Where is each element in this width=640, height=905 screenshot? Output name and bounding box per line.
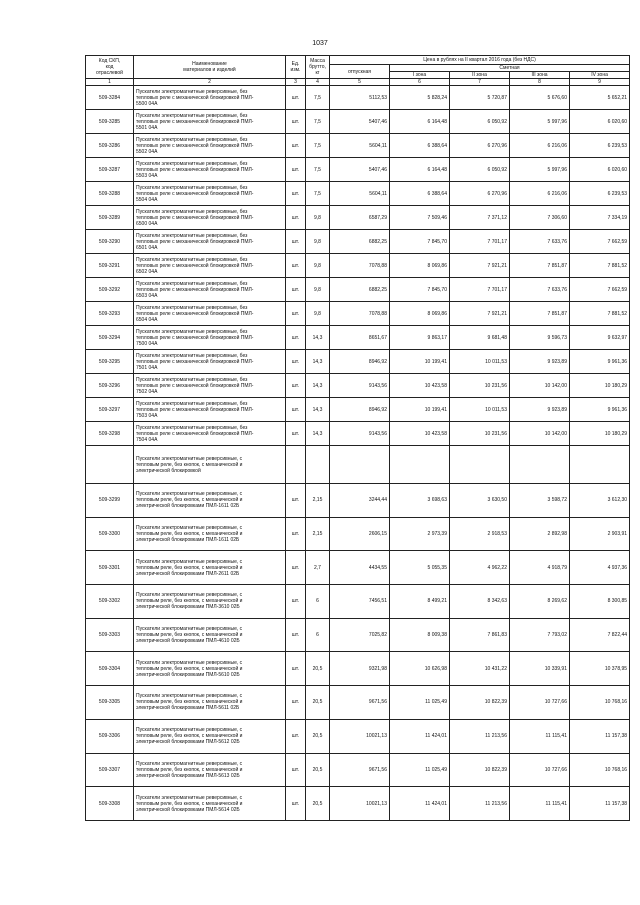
column-number: 2 — [134, 79, 286, 86]
cell-unit: шт. — [286, 182, 306, 206]
cell-name: Пускатели электромагнитные реверсивные, без тепловых реле с механической блокировкой ПМЛ- 5501 04А — [134, 110, 286, 134]
cell-zone4-price: 8 300,85 — [570, 585, 630, 619]
table-row — [86, 719, 630, 753]
cell-zone3-price — [510, 446, 570, 484]
table-row — [86, 517, 630, 551]
cell-unit: шт. — [286, 374, 306, 398]
cell-zone4-price: 4 937,36 — [570, 551, 630, 585]
cell-mass: 7,5 — [306, 158, 330, 182]
cell-zone4-price: 10 180,29 — [570, 422, 630, 446]
cell-zone3-price: 7 306,60 — [510, 206, 570, 230]
cell-zone2-price: 10 822,39 — [450, 686, 510, 720]
header-name: Наименование материалов и изделий — [134, 56, 286, 79]
cell-zone3-price: 5 676,60 — [510, 86, 570, 110]
cell-mass: 9,8 — [306, 302, 330, 326]
cell-release-price: 6882,25 — [330, 230, 390, 254]
cell-release-price: 2606,15 — [330, 517, 390, 551]
cell-zone1-price: 11 025,49 — [390, 753, 450, 787]
cell-release-price: 9143,56 — [330, 422, 390, 446]
cell-code: 509-3297 — [86, 398, 134, 422]
cell-unit: шт. — [286, 230, 306, 254]
cell-release-price — [330, 446, 390, 484]
cell-zone3-price: 2 892,98 — [510, 517, 570, 551]
cell-zone1-price: 8 499,21 — [390, 585, 450, 619]
cell-mass: 9,8 — [306, 278, 330, 302]
cell-unit: шт. — [286, 302, 306, 326]
cell-zone1-price: 10 423,58 — [390, 422, 450, 446]
table-row — [86, 326, 630, 350]
cell-release-price: 5604,11 — [330, 134, 390, 158]
cell-mass: 20,5 — [306, 686, 330, 720]
table-row — [86, 484, 630, 518]
cell-code: 509-3305 — [86, 686, 134, 720]
cell-mass: 20,5 — [306, 787, 330, 821]
column-number: 7 — [450, 79, 510, 86]
column-number: 1 — [86, 79, 134, 86]
table-row — [86, 422, 630, 446]
cell-release-price: 4434,55 — [330, 551, 390, 585]
cell-code: 509-3298 — [86, 422, 134, 446]
cell-code: 509-3306 — [86, 719, 134, 753]
cell-zone1-price: 6 388,64 — [390, 134, 450, 158]
cell-zone2-price: 7 861,83 — [450, 618, 510, 652]
cell-name: Пускатели электромагнитные реверсивные, без тепловых реле с механической блокировкой ПМЛ- 5502 04А — [134, 134, 286, 158]
cell-zone2-price: 10 011,53 — [450, 398, 510, 422]
cell-name: Пускатели электромагнитные реверсивные, без тепловых реле с механической блокировкой ПМЛ- 7501 04А — [134, 350, 286, 374]
cell-mass — [306, 446, 330, 484]
table-row — [86, 158, 630, 182]
cell-unit: шт. — [286, 551, 306, 585]
cell-release-price: 9143,56 — [330, 374, 390, 398]
table-row — [86, 302, 630, 326]
cell-release-price: 10021,13 — [330, 787, 390, 821]
cell-zone2-price: 6 050,92 — [450, 110, 510, 134]
cell-name: Пускатели электромагнитные реверсивные, с тепловым реле, без кнопок, с механической и электрической блокировками ПМЛ-4610 02Б — [134, 618, 286, 652]
cell-mass: 2,15 — [306, 484, 330, 518]
cell-name: Пускатели электромагнитные реверсивные, с тепловым реле, без кнопок, с механической и электрической блокировками ПМЛ-1611 02Б — [134, 484, 286, 518]
cell-release-price: 7456,51 — [330, 585, 390, 619]
cell-code: 509-3308 — [86, 787, 134, 821]
table-row — [86, 110, 630, 134]
cell-unit: шт. — [286, 787, 306, 821]
cell-zone3-price: 9 923,89 — [510, 398, 570, 422]
cell-zone2-price: 7 921,21 — [450, 254, 510, 278]
table-row — [86, 254, 630, 278]
cell-zone3-price: 5 997,96 — [510, 158, 570, 182]
cell-zone4-price: 9 632,97 — [570, 326, 630, 350]
cell-code: 509-3294 — [86, 326, 134, 350]
header-estimate: Сметная — [390, 65, 630, 72]
cell-zone3-price: 7 851,87 — [510, 302, 570, 326]
cell-zone3-price: 9 596,73 — [510, 326, 570, 350]
cell-zone4-price: 10 768,16 — [570, 753, 630, 787]
cell-code: 509-3303 — [86, 618, 134, 652]
cell-release-price: 9671,56 — [330, 686, 390, 720]
table-row — [86, 134, 630, 158]
cell-name: Пускатели электромагнитные реверсивные, без тепловых реле с механической блокировкой ПМЛ- 6500 04А — [134, 206, 286, 230]
cell-name: Пускатели электромагнитные реверсивные, с тепловым реле, без кнопок, с механической и электрической блокировками ПМЛ-5613 02Б — [134, 753, 286, 787]
column-number: 3 — [286, 79, 306, 86]
cell-unit: шт. — [286, 422, 306, 446]
table-row — [86, 686, 630, 720]
cell-zone4-price: 5 652,21 — [570, 86, 630, 110]
cell-name: Пускатели электромагнитные реверсивные, с тепловым реле, без кнопок, с механической и электрической блокировками ПМЛ-3610 02Б — [134, 585, 286, 619]
table-row — [86, 398, 630, 422]
cell-mass: 6 — [306, 585, 330, 619]
cell-zone2-price: 6 050,92 — [450, 158, 510, 182]
cell-zone3-price: 10 339,91 — [510, 652, 570, 686]
cell-zone4-price: 7 822,44 — [570, 618, 630, 652]
cell-name: Пускатели электромагнитные реверсивные, без тепловых реле с механической блокировкой ПМЛ- 7504 04А — [134, 422, 286, 446]
cell-name: Пускатели электромагнитные реверсивные, без тепловых реле с механической блокировкой ПМЛ- 7500 04А — [134, 326, 286, 350]
cell-zone1-price: 10 423,58 — [390, 374, 450, 398]
header-zone4: IV зона — [570, 72, 630, 79]
cell-zone2-price: 4 962,22 — [450, 551, 510, 585]
cell-zone2-price: 6 270,96 — [450, 134, 510, 158]
column-number: 6 — [390, 79, 450, 86]
cell-zone4-price: 7 881,52 — [570, 302, 630, 326]
cell-code: 509-3307 — [86, 753, 134, 787]
cell-code: 509-3300 — [86, 517, 134, 551]
cell-code: 509-3286 — [86, 134, 134, 158]
cell-code: 509-3292 — [86, 278, 134, 302]
cell-zone2-price: 10 431,22 — [450, 652, 510, 686]
cell-unit: шт. — [286, 206, 306, 230]
cell-mass: 20,5 — [306, 652, 330, 686]
cell-zone1-price: 6 164,48 — [390, 158, 450, 182]
cell-release-price: 10021,13 — [330, 719, 390, 753]
cell-zone3-price: 8 269,62 — [510, 585, 570, 619]
cell-code: 509-3302 — [86, 585, 134, 619]
cell-zone2-price: 7 701,17 — [450, 230, 510, 254]
header-zone1: I зона — [390, 72, 450, 79]
cell-mass: 9,8 — [306, 254, 330, 278]
cell-unit: шт. — [286, 652, 306, 686]
cell-zone1-price: 11 424,01 — [390, 787, 450, 821]
cell-unit: шт. — [286, 278, 306, 302]
cell-mass: 7,5 — [306, 110, 330, 134]
cell-zone1-price: 9 863,17 — [390, 326, 450, 350]
table-row — [86, 618, 630, 652]
cell-release-price: 6587,29 — [330, 206, 390, 230]
cell-release-price: 9321,98 — [330, 652, 390, 686]
cell-zone2-price: 11 213,56 — [450, 719, 510, 753]
table-row — [86, 787, 630, 821]
cell-zone3-price: 6 216,06 — [510, 134, 570, 158]
column-number: 5 — [330, 79, 390, 86]
cell-zone3-price: 6 216,06 — [510, 182, 570, 206]
table-row — [86, 206, 630, 230]
cell-mass: 6 — [306, 618, 330, 652]
cell-unit: шт. — [286, 110, 306, 134]
cell-zone1-price: 6 164,48 — [390, 110, 450, 134]
cell-zone2-price: 10 011,53 — [450, 350, 510, 374]
cell-code: 509-3290 — [86, 230, 134, 254]
cell-unit: шт. — [286, 484, 306, 518]
cell-zone4-price: 6 020,60 — [570, 158, 630, 182]
cell-mass: 14,3 — [306, 422, 330, 446]
price-table — [85, 55, 630, 821]
cell-zone1-price: 5 828,24 — [390, 86, 450, 110]
cell-mass: 14,3 — [306, 398, 330, 422]
cell-zone2-price — [450, 446, 510, 484]
cell-code: 509-3284 — [86, 86, 134, 110]
cell-code: 509-3293 — [86, 302, 134, 326]
cell-zone4-price: 11 157,38 — [570, 719, 630, 753]
cell-zone1-price: 8 069,86 — [390, 254, 450, 278]
header-code: Код СКП, код отраслевой — [86, 56, 134, 79]
cell-zone3-price: 11 115,41 — [510, 787, 570, 821]
cell-code: 509-3304 — [86, 652, 134, 686]
page-number: 1037 — [312, 40, 328, 47]
table-row — [86, 86, 630, 110]
cell-zone1-price: 7 509,46 — [390, 206, 450, 230]
cell-release-price: 3244,44 — [330, 484, 390, 518]
cell-name: Пускатели электромагнитные реверсивные, без тепловых реле с механической блокировкой ПМЛ- 5503 04А — [134, 158, 286, 182]
cell-zone2-price: 10 231,56 — [450, 374, 510, 398]
cell-zone4-price: 3 612,30 — [570, 484, 630, 518]
cell-zone1-price: 10 626,98 — [390, 652, 450, 686]
column-number: 8 — [510, 79, 570, 86]
cell-unit: шт. — [286, 158, 306, 182]
cell-zone2-price: 9 681,48 — [450, 326, 510, 350]
cell-zone1-price: 7 845,70 — [390, 230, 450, 254]
cell-mass: 9,8 — [306, 230, 330, 254]
cell-code: 509-3291 — [86, 254, 134, 278]
cell-name: Пускатели электромагнитные реверсивные, с тепловым реле, без кнопок, с механической и электрической блокировками ПМЛ-5614 02Б — [134, 787, 286, 821]
table-row — [86, 374, 630, 398]
table-body — [86, 86, 630, 821]
cell-name: Пускатели электромагнитные реверсивные, без тепловых реле с механической блокировкой ПМЛ- 6503 04А — [134, 278, 286, 302]
cell-unit: шт. — [286, 326, 306, 350]
cell-name: Пускатели электромагнитные реверсивные, без тепловых реле с механической блокировкой ПМЛ- 5500 04А — [134, 86, 286, 110]
cell-zone4-price — [570, 446, 630, 484]
cell-code: 509-3285 — [86, 110, 134, 134]
cell-name: Пускатели электромагнитные реверсивные, с тепловым реле, без кнопок, с механической и электрической блокировками ПМЛ-5612 02Б — [134, 719, 286, 753]
cell-zone3-price: 7 793,02 — [510, 618, 570, 652]
cell-name: Пускатели электромагнитные реверсивные, без тепловых реле с механической блокировкой ПМЛ- 6502 04А — [134, 254, 286, 278]
section-header-row — [86, 446, 630, 484]
cell-mass: 14,3 — [306, 326, 330, 350]
cell-zone1-price: 11 424,01 — [390, 719, 450, 753]
cell-name: Пускатели электромагнитные реверсивные, без тепловых реле с механической блокировкой ПМЛ- 6504 04А — [134, 302, 286, 326]
header-price-group: Цена в рублях на II квартал 2016 года (без НДС) — [330, 56, 630, 65]
cell-zone3-price: 10 142,00 — [510, 422, 570, 446]
cell-release-price: 8946,92 — [330, 398, 390, 422]
table-row — [86, 278, 630, 302]
cell-zone2-price: 10 231,56 — [450, 422, 510, 446]
cell-zone3-price: 9 923,89 — [510, 350, 570, 374]
cell-code: 509-3289 — [86, 206, 134, 230]
table-row — [86, 230, 630, 254]
cell-zone4-price: 10 768,16 — [570, 686, 630, 720]
cell-code: 509-3295 — [86, 350, 134, 374]
cell-zone4-price: 2 903,91 — [570, 517, 630, 551]
cell-mass: 2,15 — [306, 517, 330, 551]
header-unit: Ед. изм. — [286, 56, 306, 79]
cell-zone4-price: 7 334,19 — [570, 206, 630, 230]
cell-zone1-price: 2 973,39 — [390, 517, 450, 551]
table-row — [86, 652, 630, 686]
cell-zone3-price: 7 633,76 — [510, 278, 570, 302]
cell-zone3-price: 10 727,66 — [510, 753, 570, 787]
cell-zone4-price: 10 378,95 — [570, 652, 630, 686]
cell-zone2-price: 5 720,87 — [450, 86, 510, 110]
cell-name: Пускатели электромагнитные реверсивные, с тепловым реле, без кнопок, с механической и электрической блокировками ПМЛ-5611 02Б — [134, 686, 286, 720]
cell-unit: шт. — [286, 517, 306, 551]
column-number: 4 — [306, 79, 330, 86]
cell-name: Пускатели электромагнитные реверсивные, без тепловых реле с механической блокировкой ПМЛ- 7503 04А — [134, 398, 286, 422]
cell-zone1-price: 3 698,63 — [390, 484, 450, 518]
cell-release-price: 8651,67 — [330, 326, 390, 350]
cell-release-price: 7078,88 — [330, 302, 390, 326]
cell-release-price: 6882,25 — [330, 278, 390, 302]
cell-zone1-price: 8 069,86 — [390, 302, 450, 326]
cell-release-price: 7025,82 — [330, 618, 390, 652]
cell-name: Пускатели электромагнитные реверсивные, с тепловым реле, без кнопок, с механической и электрической блокировками ПМЛ-1611 02Б — [134, 517, 286, 551]
cell-mass: 2,7 — [306, 551, 330, 585]
cell-code: 509-3287 — [86, 158, 134, 182]
cell-unit — [286, 446, 306, 484]
header-mass: Масса брутто, кг — [306, 56, 330, 79]
cell-zone1-price: 8 009,38 — [390, 618, 450, 652]
cell-mass: 7,5 — [306, 134, 330, 158]
cell-unit: шт. — [286, 686, 306, 720]
cell-zone3-price: 5 997,96 — [510, 110, 570, 134]
cell-name: Пускатели электромагнитные реверсивные, с тепловым реле, без кнопок, с механической и электрической блокировками ПМЛ-2611 02Б — [134, 551, 286, 585]
cell-unit: шт. — [286, 753, 306, 787]
cell-zone3-price: 7 851,87 — [510, 254, 570, 278]
cell-zone2-price: 10 822,39 — [450, 753, 510, 787]
cell-code: 509-3288 — [86, 182, 134, 206]
cell-code: 509-3299 — [86, 484, 134, 518]
cell-mass: 14,3 — [306, 374, 330, 398]
cell-zone3-price: 10 727,66 — [510, 686, 570, 720]
cell-unit: шт. — [286, 719, 306, 753]
cell-zone2-price: 3 630,50 — [450, 484, 510, 518]
table-row — [86, 753, 630, 787]
cell-unit: шт. — [286, 585, 306, 619]
cell-zone4-price: 6 239,53 — [570, 182, 630, 206]
cell-release-price: 5112,53 — [330, 86, 390, 110]
cell-mass: 20,5 — [306, 753, 330, 787]
cell-release-price: 7078,88 — [330, 254, 390, 278]
cell-zone4-price: 6 020,60 — [570, 110, 630, 134]
cell-mass: 9,8 — [306, 206, 330, 230]
cell-name: Пускатели электромагнитные реверсивные, без тепловых реле с механической блокировкой ПМЛ- 7502 04А — [134, 374, 286, 398]
cell-mass: 14,3 — [306, 350, 330, 374]
cell-unit: шт. — [286, 254, 306, 278]
cell-zone3-price: 10 142,00 — [510, 374, 570, 398]
cell-zone2-price: 11 213,56 — [450, 787, 510, 821]
cell-unit: шт. — [286, 350, 306, 374]
cell-zone3-price: 3 598,72 — [510, 484, 570, 518]
table-row — [86, 551, 630, 585]
cell-zone2-price: 7 701,17 — [450, 278, 510, 302]
cell-release-price: 9671,56 — [330, 753, 390, 787]
cell-code: 509-3296 — [86, 374, 134, 398]
cell-zone4-price: 9 961,36 — [570, 350, 630, 374]
cell-zone1-price: 10 199,41 — [390, 350, 450, 374]
cell-release-price: 5407,46 — [330, 110, 390, 134]
cell-name: Пускатели электромагнитные реверсивные, без тепловых реле с механической блокировкой ПМЛ- 6501 04А — [134, 230, 286, 254]
table-row — [86, 350, 630, 374]
cell-zone1-price: 5 055,35 — [390, 551, 450, 585]
cell-zone3-price: 4 918,79 — [510, 551, 570, 585]
header-zone3: III зона — [510, 72, 570, 79]
cell-unit: шт. — [286, 134, 306, 158]
cell-unit: шт. — [286, 86, 306, 110]
cell-zone4-price: 10 180,29 — [570, 374, 630, 398]
table-header — [86, 56, 630, 86]
cell-zone1-price: 7 845,70 — [390, 278, 450, 302]
cell-zone2-price: 7 921,21 — [450, 302, 510, 326]
header-release: отпускная — [330, 65, 390, 79]
cell-zone4-price: 6 239,53 — [570, 134, 630, 158]
cell-zone2-price: 8 342,63 — [450, 585, 510, 619]
cell-unit: шт. — [286, 398, 306, 422]
cell-release-price: 5604,11 — [330, 182, 390, 206]
cell-zone4-price: 7 881,52 — [570, 254, 630, 278]
column-number: 9 — [570, 79, 630, 86]
cell-zone2-price: 2 918,53 — [450, 517, 510, 551]
cell-mass: 20,5 — [306, 719, 330, 753]
cell-zone4-price: 11 157,38 — [570, 787, 630, 821]
cell-code — [86, 446, 134, 484]
cell-mass: 7,5 — [306, 86, 330, 110]
cell-zone4-price: 7 662,59 — [570, 278, 630, 302]
cell-release-price: 5407,46 — [330, 158, 390, 182]
table-row — [86, 585, 630, 619]
cell-zone3-price: 11 115,41 — [510, 719, 570, 753]
cell-name: Пускатели электромагнитные реверсивные, с тепловым реле, без кнопок, с механической и электрической блокировками ПМЛ-5610 02Б — [134, 652, 286, 686]
table-row — [86, 182, 630, 206]
cell-zone1-price: 6 388,64 — [390, 182, 450, 206]
cell-code: 509-3301 — [86, 551, 134, 585]
cell-name: Пускатели электромагнитные реверсивные, с тепловым реле, без кнопок, с механической и электрической блокировкой — [134, 446, 286, 484]
cell-name: Пускатели электромагнитные реверсивные, без тепловых реле с механической блокировкой ПМЛ- 5504 04А — [134, 182, 286, 206]
cell-zone1-price: 11 025,49 — [390, 686, 450, 720]
cell-release-price: 8946,92 — [330, 350, 390, 374]
cell-zone1-price — [390, 446, 450, 484]
header-zone2: II зона — [450, 72, 510, 79]
cell-zone3-price: 7 633,76 — [510, 230, 570, 254]
cell-unit: шт. — [286, 618, 306, 652]
cell-mass: 7,5 — [306, 182, 330, 206]
column-number-row — [86, 79, 630, 86]
cell-zone2-price: 7 371,12 — [450, 206, 510, 230]
cell-zone4-price: 9 961,36 — [570, 398, 630, 422]
cell-zone2-price: 6 270,96 — [450, 182, 510, 206]
cell-zone4-price: 7 662,59 — [570, 230, 630, 254]
cell-zone1-price: 10 199,41 — [390, 398, 450, 422]
